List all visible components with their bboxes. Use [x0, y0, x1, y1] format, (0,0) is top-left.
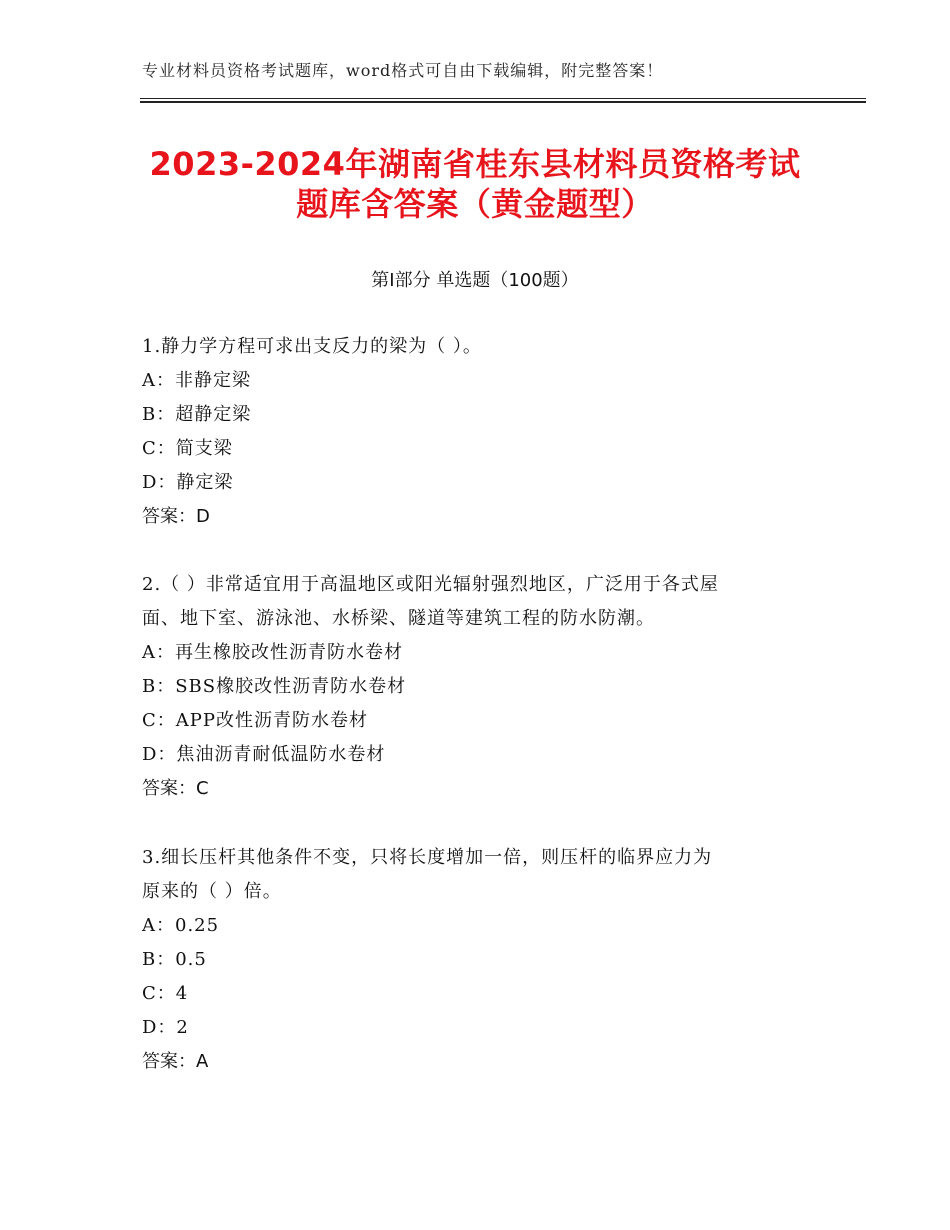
question-stem-line-2: 原来的（ ）倍。: [142, 881, 282, 902]
answer: 答案：D: [142, 506, 210, 527]
title-line-2: 题库含答案（黄金题型）: [296, 185, 654, 223]
option-d: D：2: [142, 1017, 189, 1038]
question-1: [142, 330, 822, 534]
header-note: 专业材料员资格考试题库，word格式可自由下载编辑，附完整答案！: [142, 61, 664, 80]
option-d: D：焦油沥青耐低温防水卷材: [142, 744, 386, 765]
option-c: C：4: [142, 983, 189, 1004]
title-line-1: 2023-2024年湖南省桂东县材料员资格考试: [149, 145, 801, 183]
question-stem: 1.静力学方程可求出支反力的梁为（ ）。: [142, 336, 482, 357]
document-title: [100, 144, 850, 224]
option-b: B：超静定梁: [142, 404, 252, 425]
option-b: B：0.5: [142, 949, 207, 970]
answer: 答案：C: [142, 778, 209, 799]
answer: 答案：A: [142, 1051, 209, 1072]
header-divider-thick: [140, 101, 866, 103]
option-c: C：APP改性沥青防水卷材: [142, 710, 368, 731]
option-a: A：再生橡胶改性沥青防水卷材: [142, 642, 403, 663]
option-a: A：非静定梁: [142, 370, 251, 391]
option-b: B：SBS橡胶改性沥青防水卷材: [142, 676, 407, 697]
option-d: D：静定梁: [142, 472, 234, 493]
question-stem-line-1: 3.细长压杆其他条件不变，只将长度增加一倍，则压杆的临界应力为: [142, 847, 713, 868]
question-stem-line-2: 面、地下室、游泳池、水桥梁、隧道等建筑工程的防水防潮。: [142, 608, 655, 629]
question-2: [142, 568, 822, 806]
header-divider-thin: [140, 98, 866, 99]
option-c: C：简支梁: [142, 438, 233, 459]
section-heading: 第Ⅰ部分 单选题（100题）: [371, 270, 579, 291]
question-3: [142, 841, 822, 1079]
question-stem-line-1: 2.（ ）非常适宜用于高温地区或阳光辐射强烈地区，广泛用于各式屋: [142, 574, 719, 595]
option-a: A：0.25: [142, 915, 220, 936]
